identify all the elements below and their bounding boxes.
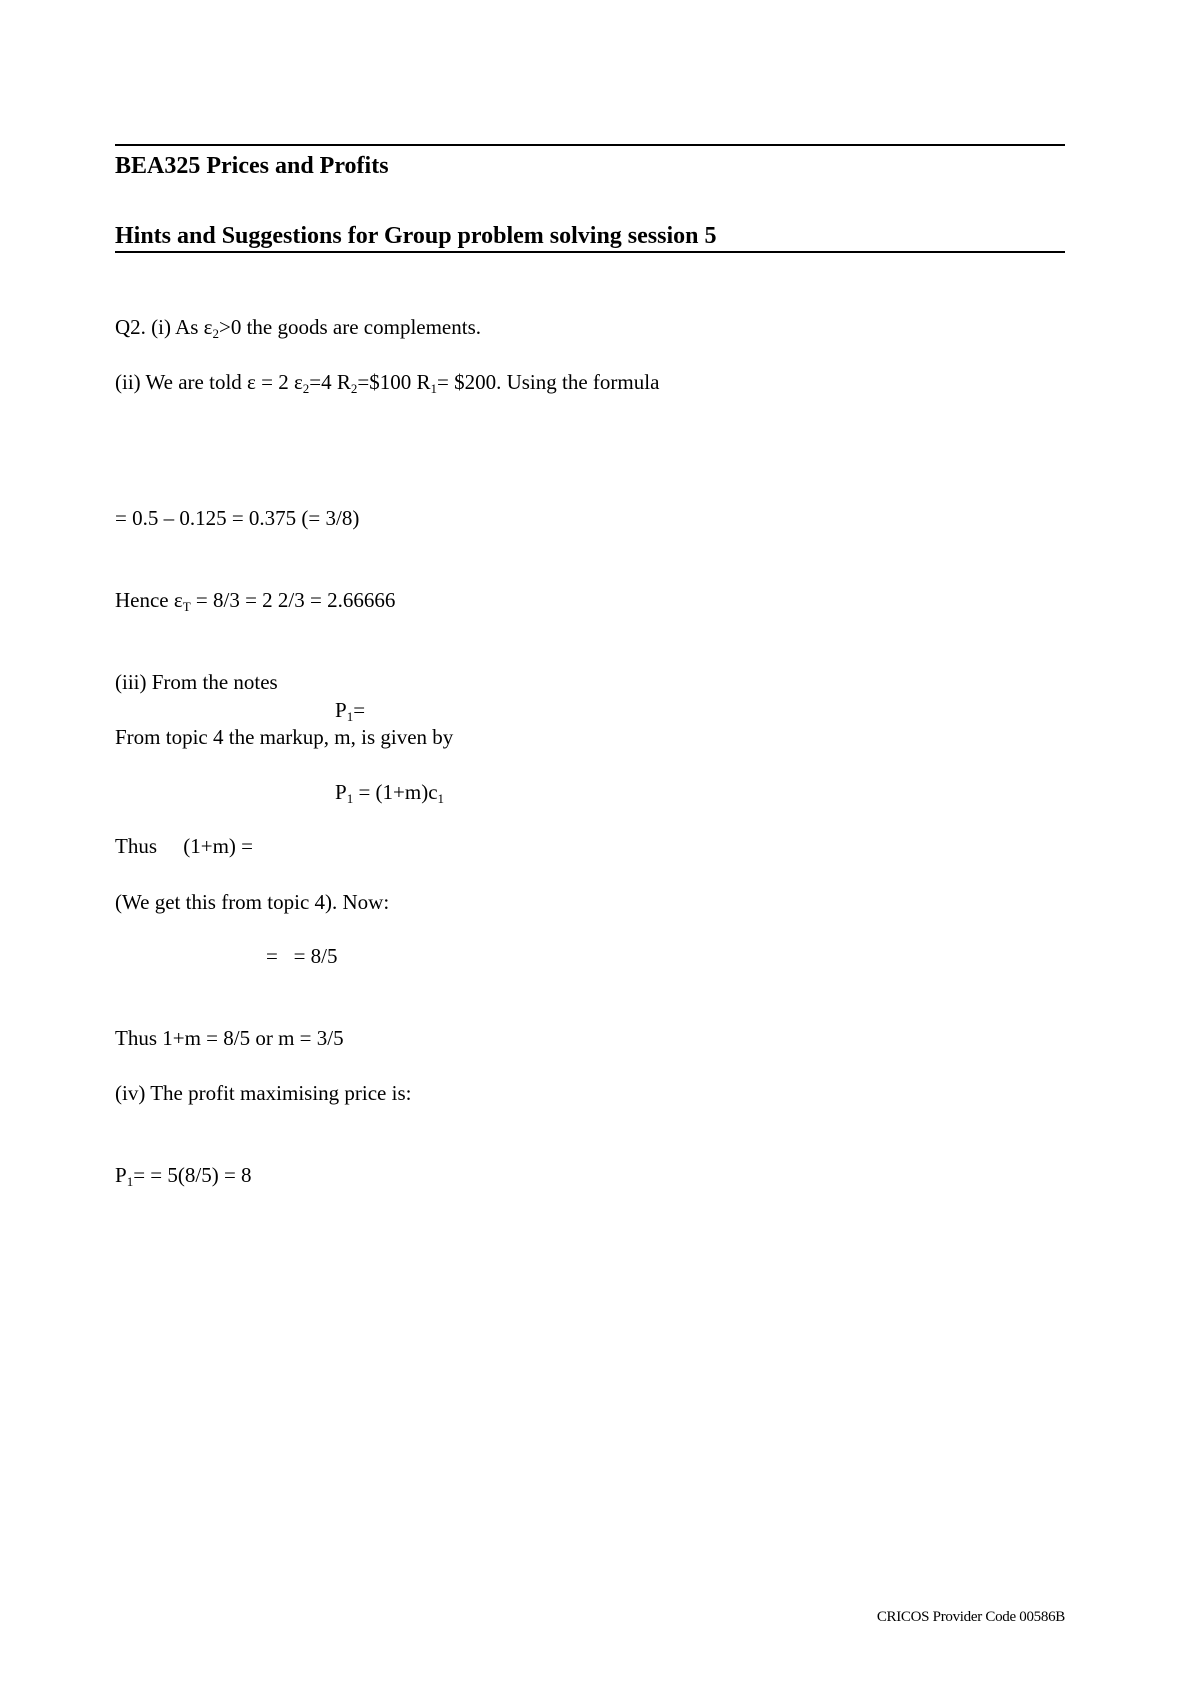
q2-part-ii-d: = $200. Using the formula [437, 370, 660, 394]
q2-part-ii [115, 370, 660, 396]
q2-part-i [115, 315, 482, 341]
final-sub: 1 [126, 1174, 134, 1189]
q2-part-ii-b-sub: 2 [350, 381, 358, 396]
final-price-line [115, 1163, 252, 1189]
eq-line: = = 8/5 [266, 944, 338, 968]
final-suffix: = = 5(8/5) = 8 [133, 1163, 252, 1187]
document-subtitle: Hints and Suggestions for Group problem solving session 5 [115, 223, 717, 249]
p1-eq-prefix: P [335, 698, 347, 722]
part-iii-intro: (iii) From the notes [115, 670, 278, 694]
result-line: = 0.5 – 0.125 = 0.375 (= 3/8) [115, 506, 360, 530]
p1-eq-suffix: = [353, 698, 366, 722]
q2-part-i-sub: 2 [212, 326, 219, 341]
p1-equation [335, 698, 366, 724]
final-prefix: P [115, 1163, 127, 1187]
cricos-footer: CRICOS Provider Code 00586B [876, 1609, 1065, 1625]
p1-markup-mid: = (1+m)c [353, 780, 438, 804]
hence-line [115, 588, 396, 614]
q2-part-i-suffix: >0 the goods are complements. [218, 315, 482, 339]
hence-prefix: Hence ε [115, 588, 183, 612]
p1-markup-equation [335, 780, 445, 806]
hence-suffix: = 8/3 = 2 2/3 = 2.66666 [190, 588, 396, 612]
hence-sub: T [182, 599, 191, 614]
q2-part-ii-c-sub: 1 [430, 381, 437, 396]
part-iv-intro: (iv) The profit maximising price is: [115, 1081, 412, 1105]
subtitle-rule [115, 251, 1065, 253]
q2-part-i-prefix: Q2. (i) As ε [115, 315, 213, 339]
p1-markup-prefix: P [335, 780, 347, 804]
markup-intro: From topic 4 the markup, m, is given by [115, 725, 454, 749]
thus-m-line: Thus 1+m = 8/5 or m = 3/5 [115, 1026, 344, 1050]
top-rule [115, 144, 1065, 146]
q2-part-ii-b: =4 R [309, 370, 351, 394]
p1-eq-sub: 1 [346, 709, 354, 724]
document-title: BEA325 Prices and Profits [115, 153, 389, 179]
q2-part-ii-a-sub: 2 [302, 381, 310, 396]
p1-markup-sub1: 1 [346, 791, 354, 806]
p1-markup-sub2: 1 [437, 791, 445, 806]
q2-part-ii-a: (ii) We are told ε = 2 ε [115, 370, 303, 394]
q2-part-ii-c: =$100 R [357, 370, 431, 394]
topic4-line: (We get this from topic 4). Now: [115, 890, 390, 914]
thus-line: Thus (1+m) = [115, 834, 254, 858]
